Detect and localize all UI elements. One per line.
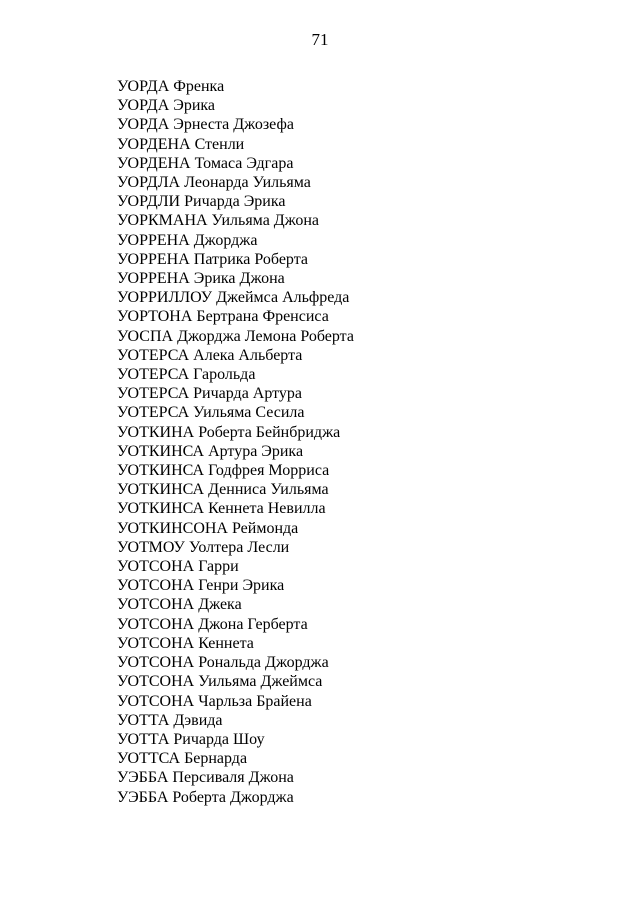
list-item: УОРДЕНА Стенли (117, 135, 245, 153)
list-item: УОРРЕНА Эрика Джона (117, 270, 285, 288)
list-item: УОРРИЛЛОУ Джеймса Альфреда (117, 289, 350, 307)
list-item: УОТТА Ричарда Шоу (117, 730, 265, 748)
list-item: УОТСОНА Кеннета (117, 634, 254, 652)
list-item: УОРРЕНА Патрика Роберта (117, 250, 308, 268)
list-item: УОТМОУ Уолтера Лесли (117, 538, 290, 556)
list-item: УОТКИНСА Годфрея Морриса (117, 462, 330, 480)
list-item: УОТСОНА Уильяма Джеймса (117, 673, 323, 691)
list-item: УОРТОНА Бертрана Френсиса (117, 308, 329, 326)
list-item: УОРДА Эрнеста Джозефа (117, 116, 294, 134)
list-item: УОРРЕНА Джорджа (117, 231, 258, 249)
list-item: УОСПА Джорджа Лемона Роберта (117, 327, 354, 345)
list-item: УОТТСА Бернарда (117, 750, 248, 768)
list-item: УОТСОНА Чарльза Брайена (117, 692, 312, 710)
list-item: УОРДА Френка (117, 78, 225, 95)
list-item: УОРДЛА Леонарда Уильяма (117, 174, 311, 192)
name-list (117, 77, 354, 807)
list-item: УОТЕРСА Алека Альберта (117, 346, 303, 364)
list-item: УОТКИНСА Артура Эрика (117, 442, 304, 460)
list-item: УОТСОНА Генри Эрика (117, 577, 285, 595)
list-item: УОРКМАНА Уильяма Джона (117, 212, 320, 230)
page-number: 71 (311, 30, 329, 49)
list-item: УОТСОНА Джека (117, 596, 242, 614)
list-item: УОТКИНСА Денниса Уильяма (117, 481, 329, 499)
list-item: УЭББА Роберта Джорджа (117, 788, 294, 806)
list-item: УОТКИНСА Кеннета Невилла (117, 500, 326, 518)
list-item: УЭББА Персиваля Джона (117, 769, 294, 787)
list-item: УОТСОНА Джона Герберта (117, 615, 308, 633)
list-item: УОТСОНА Гарри (117, 558, 239, 576)
list-item: УОРДА Эрика (117, 97, 216, 115)
list-item: УОРДЛИ Ричарда Эрика (117, 193, 286, 211)
list-item: УОТЕРСА Гарольда (117, 366, 256, 384)
list-item: УОТЕРСА Ричарда Артура (117, 385, 303, 403)
list-item: УОРДЕНА Томаса Эдгара (117, 154, 294, 172)
list-item: УОТКИНСОНА Реймонда (117, 519, 299, 537)
list-item: УОТКИНА Роберта Бейнбриджа (117, 423, 341, 441)
list-item: УОТЕРСА Уильяма Сесила (117, 404, 305, 422)
list-item: УОТСОНА Рональда Джорджа (117, 654, 329, 672)
list-item: УОТТА Дэвида (117, 711, 223, 729)
